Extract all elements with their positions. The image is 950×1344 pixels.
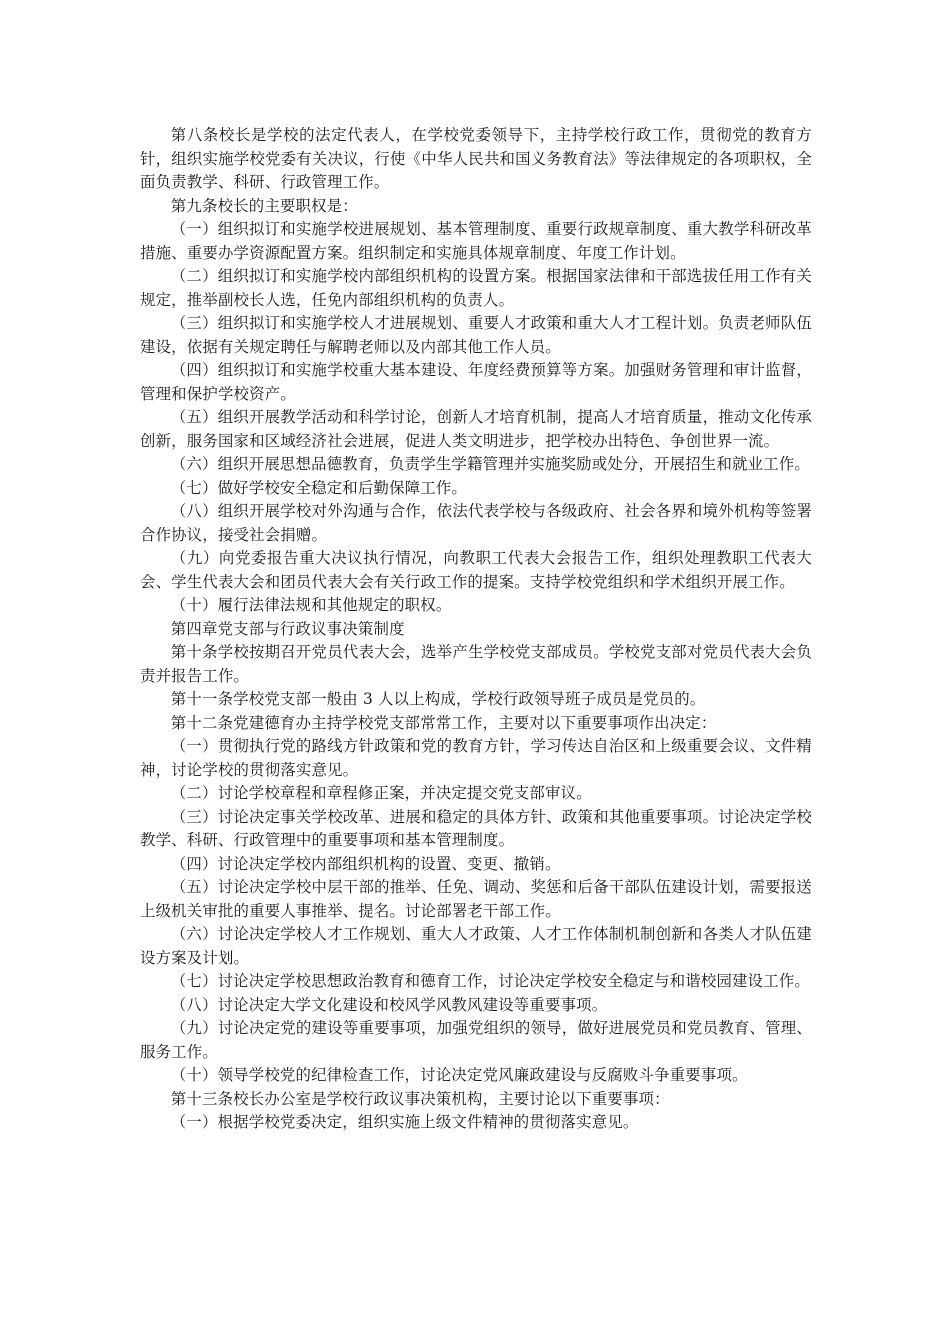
paragraph-item: （九）讨论决定党的建设等重要事项，加强党组织的领导，做好进展党员和党员教育、管理、服务工作。 (140, 1019, 812, 1061)
paragraph-article-12: 第十二条党建德育办主持学校党支部常常工作，主要对以下重要事项作出决定： (170, 713, 717, 732)
paragraph-item: （二）组织拟订和实施学校内部组织机构的设置方案。根据国家法律和干部选拔任用工作有关规定，推举副校长人选，任免内部组织机构的负责人。 (140, 267, 812, 309)
paragraph-article-11: 第十一条学校党支部一般由 3 人以上构成，学校行政领导班子成员是党员的。 (170, 690, 706, 708)
chapter-heading: 第四章党支部与行政议事决策制度 (170, 619, 405, 638)
paragraph-article-13: 第十三条校长办公室是学校行政议事决策机构，主要讨论以下重要事项： (170, 1089, 670, 1108)
paragraph-item: （十）履行法律法规和其他规定的职权。 (170, 596, 452, 614)
paragraph-item: （四）组织拟订和实施学校重大基本建设、年度经费预算等方案。加强财务管理和审计监督，管理和保护学校资产。 (140, 361, 812, 403)
paragraph-item: （四）讨论决定学校内部组织机构的设置、变更、撤销。 (170, 854, 561, 873)
paragraph-item: （五）组织开展教学活动和科学讨论，创新人才培育机制，提高人才培育质量，推动文化传承创新，服务国家和区域经济社会进展，促进人类文明进步，把学校办出特色、争创世界一流。 (140, 408, 812, 450)
paragraph-item: （七）讨论决定学校思想政治教育和德育工作，讨论决定学校安全稳定与和谐校园建设工作。 (170, 972, 811, 990)
paragraph-item: （一）组织拟订和实施学校进展规划、基本管理制度、重要行政规章制度、重大教学科研改革措施、重要办学资源配置方案。组织制定和实施具体规章制度、年度工作计划。 (140, 220, 812, 262)
paragraph-item: （一）贯彻执行党的路线方针政策和党的教育方针，学习传达自治区和上级重要会议、文件精神，讨论学校的贯彻落实意见。 (140, 737, 812, 779)
paragraph-item: （六）组织开展思想品德教育，负责学生学籍管理并实施奖励或处分，开展招生和就业工作。 (170, 455, 811, 473)
paragraph-item: （五）讨论决定学校中层干部的推举、任免、调动、奖惩和后备干部队伍建设计划，需要报送上级机关审批的重要人事推举、提名。讨论部署老干部工作。 (140, 878, 812, 920)
paragraph-article-10: 第十条学校按期召开党员代表大会，选举产生学校党支部成员。学校党支部对党员代表大会负责并报告工作。 (140, 643, 812, 685)
paragraph-item: （九）向党委报告重大决议执行情况，向教职工代表大会报告工作，组织处理教职工代表大会、学生代表大会和团员代表大会有关行政工作的提案。支持学校党组织和学术组织开展工作。 (140, 549, 812, 591)
paragraph-article-9: 第九条校长的主要职权是： (170, 196, 358, 215)
paragraph-item: （二）讨论学校章程和章程修正案，并决定提交党支部审议。 (170, 784, 592, 802)
paragraph-item: （十）领导学校党的纪律检查工作，讨论决定党风廉政建设与反腐败斗争重要事项。 (170, 1066, 748, 1084)
paragraph-item: （三）组织拟订和实施学校人才进展规划、重要人才政策和重大人才工程计划。负责老师队伍建设，依据有关规定聘任与解聘老师以及内部其他工作人员。 (140, 314, 812, 356)
paragraph-item: （三）讨论决定事关学校改革、进展和稳定的具体方针、政策和其他重要事项。讨论决定学校教学、科研、行政管理中的重要事项和基本管理制度。 (140, 807, 812, 849)
paragraph-item: （七）做好学校安全稳定和后勤保障工作。 (170, 478, 468, 497)
paragraph-article-8: 第八条校长是学校的法定代表人，在学校党委领导下，主持学校行政工作，贯彻党的教育方针，组织实施学校党委有关决议，行使《中华人民共和国义务教育法》等法律规定的各项职权，全面负责教学、科研、行政管理工作。 (140, 126, 812, 191)
paragraph-item: （六）讨论决定学校人才工作规划、重大人才政策、人才工作体制机制创新和各类人才队伍建设方案及计划。 (140, 925, 812, 967)
paragraph-item: （八）讨论决定大学文化建设和校风学风教风建设等重要事项。 (170, 995, 608, 1014)
paragraph-item: （八）组织开展学校对外沟通与合作，依法代表学校与各级政府、社会各界和境外机构等签署合作协议，接受社会捐赠。 (140, 502, 812, 544)
paragraph-item: （一）根据学校党委决定，组织实施上级文件精神的贯彻落实意见。 (170, 1113, 639, 1131)
document-body (140, 124, 812, 1135)
